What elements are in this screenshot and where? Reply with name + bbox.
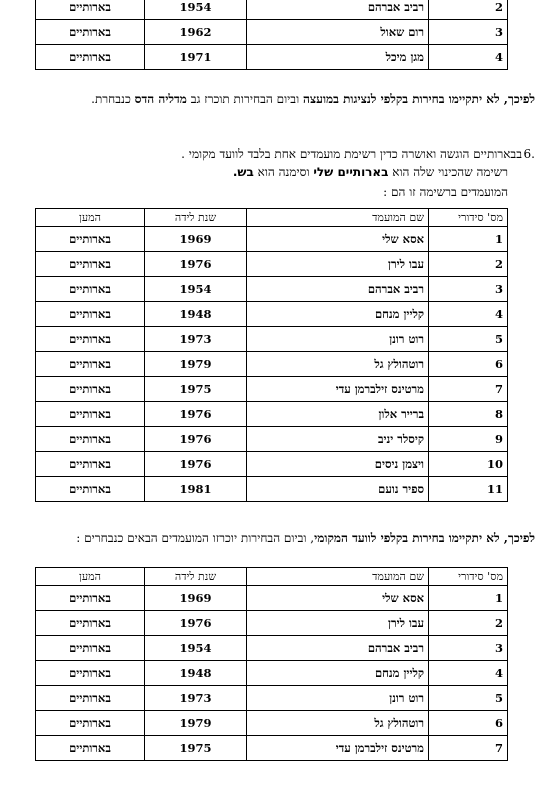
committee-result-text: , וביום הבחירות יוכרזו המועמדים הבאים כנבחרים :	[76, 531, 315, 545]
candidates-table-list	[35, 208, 508, 502]
candidate-name: ויצמן ניסים	[247, 452, 429, 477]
row-number: 2	[429, 611, 508, 636]
candidate-name: קליין מנחם	[247, 302, 429, 327]
birth-year: 1976	[145, 252, 247, 277]
table-header-row	[36, 209, 508, 227]
birth-year: 1973	[145, 327, 247, 352]
candidate-name: רוט רונן	[247, 327, 429, 352]
address: בארותיים	[36, 252, 145, 277]
table-row	[36, 45, 508, 70]
list-symbol: בש.	[232, 165, 254, 179]
address: בארותיים	[36, 227, 145, 252]
committee-result-bold: לפיכך, לא יתקיימו בחירות בקלפי לוועד המקומי	[314, 531, 535, 545]
table-row	[36, 736, 508, 761]
birth-year: 1979	[145, 711, 247, 736]
row-number: 8	[429, 402, 508, 427]
council-result-paragraph	[91, 92, 535, 107]
candidates-table-council-body	[36, 0, 508, 70]
header-num: מס' סידורי	[429, 209, 508, 227]
candidate-name: אסא שלי	[247, 227, 429, 252]
list-name: בארותיים שלי	[313, 165, 389, 179]
candidate-name: ברייר אלון	[247, 402, 429, 427]
table-row	[36, 661, 508, 686]
council-elected-name: מדליה הדס	[134, 92, 187, 106]
row-number: 7	[429, 377, 508, 402]
table-row	[36, 611, 508, 636]
birth-year: 1948	[145, 302, 247, 327]
address: בארותיים	[36, 611, 145, 636]
row-number: 2	[429, 0, 508, 20]
address: בארותיים	[36, 736, 145, 761]
table-row	[36, 452, 508, 477]
row-number: 3	[429, 636, 508, 661]
address: בארותיים	[36, 277, 145, 302]
section-6-line-1: בבארותיים הוגשה ואושרה כדין רשימת מועמדים אחת בלבד לוועד מקומי .	[181, 147, 522, 161]
table-row	[36, 427, 508, 452]
birth-year: 1969	[145, 586, 247, 611]
table-row	[36, 711, 508, 736]
row-number: 1	[429, 586, 508, 611]
list-name-prefix: רשימה שהכינוי שלה הוא	[388, 165, 508, 179]
section-6-line-3: המועמדים ברשימה זו הם :	[383, 185, 508, 199]
row-number: 11	[429, 477, 508, 502]
birth-year: 1979	[145, 352, 247, 377]
row-number: 5	[429, 686, 508, 711]
row-number: 9	[429, 427, 508, 452]
address: בארותיים	[36, 327, 145, 352]
birth-year: 1962	[145, 20, 247, 45]
committee-result-paragraph	[76, 531, 535, 546]
candidate-name: קליין מנחם	[247, 661, 429, 686]
row-number: 7	[429, 736, 508, 761]
header-address: המען	[36, 568, 145, 586]
address: בארותיים	[36, 661, 145, 686]
address: בארותיים	[36, 20, 145, 45]
address: בארותיים	[36, 427, 145, 452]
birth-year: 1981	[145, 477, 247, 502]
candidates-table-list-body	[36, 209, 508, 502]
table-row	[36, 20, 508, 45]
row-number: 4	[429, 45, 508, 70]
candidate-name: רביב אברהם	[247, 0, 429, 20]
candidate-name: רביב אברהם	[247, 636, 429, 661]
address: בארותיים	[36, 45, 145, 70]
row-number: 1	[429, 227, 508, 252]
table-header-row	[36, 568, 508, 586]
council-result-text: וביום הבחירות תוכרז גב	[186, 92, 303, 106]
address: בארותיים	[36, 636, 145, 661]
table-row	[36, 302, 508, 327]
birth-year: 1971	[145, 45, 247, 70]
candidate-name: רוטהולץ גל	[247, 352, 429, 377]
birth-year: 1969	[145, 227, 247, 252]
address: בארותיים	[36, 352, 145, 377]
birth-year: 1976	[145, 402, 247, 427]
address: בארותיים	[36, 377, 145, 402]
candidate-name: רום שאול	[247, 20, 429, 45]
header-year: שנת לידה	[145, 209, 247, 227]
candidate-name: קיסלר יניב	[247, 427, 429, 452]
elected-candidates-table	[35, 567, 508, 761]
table-row	[36, 377, 508, 402]
row-number: 2	[429, 252, 508, 277]
list-symbol-prefix: וסימנה הוא	[253, 165, 314, 179]
address: בארותיים	[36, 302, 145, 327]
table-row	[36, 277, 508, 302]
birth-year: 1975	[145, 736, 247, 761]
row-number: 5	[429, 327, 508, 352]
table-row	[36, 327, 508, 352]
row-number: 6	[429, 352, 508, 377]
header-num: מס' סידורי	[429, 568, 508, 586]
birth-year: 1975	[145, 377, 247, 402]
table-row	[36, 586, 508, 611]
header-address: המען	[36, 209, 145, 227]
birth-year: 1973	[145, 686, 247, 711]
address: בארותיים	[36, 402, 145, 427]
row-number: 4	[429, 302, 508, 327]
candidate-name: עבו לירן	[247, 611, 429, 636]
birth-year: 1954	[145, 277, 247, 302]
birth-year: 1976	[145, 452, 247, 477]
table-row	[36, 686, 508, 711]
table-row	[36, 252, 508, 277]
candidates-table-council	[35, 0, 508, 70]
header-name: שם המועמד	[247, 568, 429, 586]
row-number: 6	[429, 711, 508, 736]
header-name: שם המועמד	[247, 209, 429, 227]
table-row	[36, 477, 508, 502]
row-number: 3	[429, 277, 508, 302]
council-result-end: כנבחרת.	[91, 92, 135, 106]
candidate-name: רוט רונן	[247, 686, 429, 711]
candidate-name: עבו לירן	[247, 252, 429, 277]
row-number: 3	[429, 20, 508, 45]
candidate-name: רביב אברהם	[247, 277, 429, 302]
header-year: שנת לידה	[145, 568, 247, 586]
table-row	[36, 636, 508, 661]
candidate-name: אסא שלי	[247, 586, 429, 611]
candidate-name: מגן מיכל	[247, 45, 429, 70]
address: בארותיים	[36, 0, 145, 20]
table-row	[36, 227, 508, 252]
birth-year: 1976	[145, 427, 247, 452]
table-row	[36, 402, 508, 427]
table-row	[36, 352, 508, 377]
address: בארותיים	[36, 477, 145, 502]
address: בארותיים	[36, 686, 145, 711]
elected-candidates-table-body	[36, 568, 508, 761]
candidate-name: ספיר נועם	[247, 477, 429, 502]
birth-year: 1976	[145, 611, 247, 636]
candidate-name: מרטינס זילברמן עדי	[247, 736, 429, 761]
row-number: 4	[429, 661, 508, 686]
section-number: .6	[523, 147, 535, 161]
address: בארותיים	[36, 711, 145, 736]
address: בארותיים	[36, 586, 145, 611]
row-number: 10	[429, 452, 508, 477]
table-row	[36, 0, 508, 20]
birth-year: 1948	[145, 661, 247, 686]
candidate-name: מרטינס זילברמן עדי	[247, 377, 429, 402]
birth-year: 1954	[145, 636, 247, 661]
section-6-line-2	[233, 165, 508, 180]
candidate-name: רוטהולץ גל	[247, 711, 429, 736]
address: בארותיים	[36, 452, 145, 477]
birth-year: 1954	[145, 0, 247, 20]
council-result-bold: לפיכך, לא יתקיימו בחירות בקלפי לנציגות במועצה	[302, 92, 535, 106]
